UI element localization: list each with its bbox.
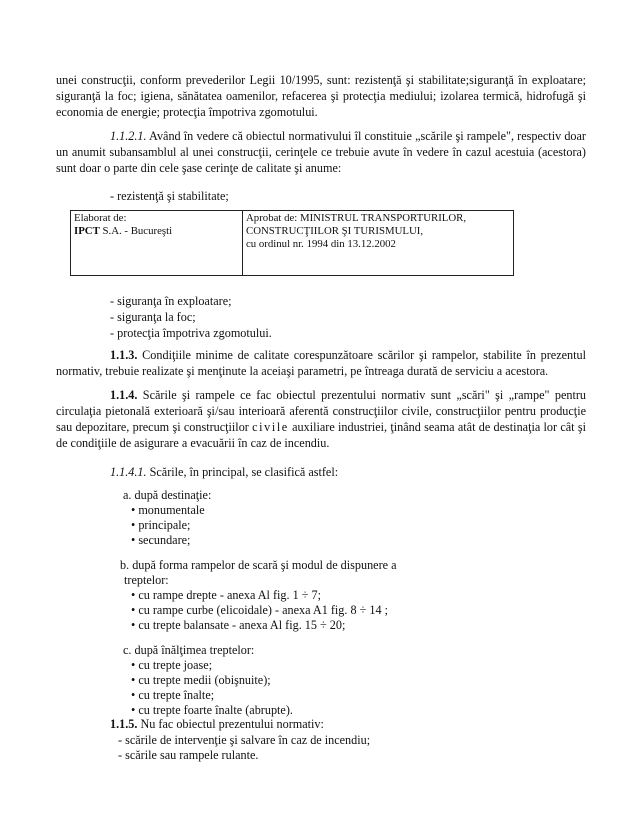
list-item: • cu trepte joase; (131, 658, 213, 672)
paragraph-1-1-4-1: 1.1.4.1. Scările, în principal, se clasifică astfel: (110, 465, 339, 479)
list-item: • cu rampe curbe (elicoidale) - anexa A1 fig. 8 ÷ 14 ; (131, 603, 388, 617)
elaborat-org: IPCT S.A. - Bucureşti (74, 225, 173, 237)
list-item: • cu trepte balansate - anexa Al fig. 15 ÷ 20; (131, 618, 346, 632)
requirement-item: - rezistenţă şi stabilitate; (110, 189, 229, 203)
list-item: - scările sau rampele rulante. (118, 748, 259, 762)
list-item: - scările de intervenţie şi salvare în caz de incendiu; (118, 733, 371, 747)
paragraph-text: Condiţiile minime de calitate corespunzătoare scărilor şi rampelor, stabilite în prezentul normativ, trebuie realizate şi menţinute la aceiaşi parametri, pe întreaga durată de serviciu a acestora. (56, 348, 586, 378)
paragraph-1-1-4: 1.1.4. Scările şi rampele ce fac obiectul prezentului normativ sunt „scări" şi „rampe" pentru circulaţia pietonală exterioară şi/sau interioară aferentă construcţiilor civile, construcţiilor pentru producţie sau depozitare, precum şi construcţiilor civile auxiliare industriei, ţinând seama atât de destinaţia lor cât şi de condiţiile de asigurare a evacuării în caz de incendiu. (56, 388, 586, 450)
classification-title: c. după înălţimea treptelor: (123, 643, 255, 657)
requirement-item: - protecţia împotriva zgomotului. (110, 326, 272, 340)
list-item: • cu trepte medii (obişnuite); (131, 673, 271, 687)
approval-box (70, 210, 514, 276)
list-item: • secundare; (131, 533, 191, 547)
paragraph-1-1-5: 1.1.5. Nu fac obiectul prezentului normativ: (110, 717, 324, 731)
aprobat-line: CONSTRUCŢIILOR ŞI TURISMULUI, (246, 225, 424, 237)
list-item: • principale; (131, 518, 191, 532)
list-item: • cu rampe drepte - anexa Al fig. 1 ÷ 7; (131, 588, 321, 602)
section-number: 1.1.4. (110, 388, 138, 402)
section-number: 1.1.2.1. (110, 129, 147, 143)
paragraph-requirements: unei construcţii, conform prevederilor Legii 10/1995, sunt: rezistenţă şi stabilitate;siguranţă în exploatare; siguranţă la foc; igiena, sănătatea oamenilor, refacerea şi protecţia mediului; izolarea termică, hidrofugă şi economia de energie; protecţia împotriva zgomotului. (56, 73, 586, 119)
requirement-item: - siguranţa în exploatare; (110, 294, 232, 308)
section-number: 1.1.4.1. (110, 465, 147, 479)
classification-title: b. după forma rampelor de scară şi modul de dispunere a (120, 558, 397, 572)
paragraph-1-1-2-1 (56, 128, 586, 176)
paragraph-text: Având în vedere că obiectul normativului îl constituie „scările şi rampele", respectiv doar un anumit subansamblul al unei construcţii, cerinţele ce trebuie avute în vedere în cazul acestuia (acestora) sunt doar o parte din cele şase cerinţe de calitate şi anume: (56, 129, 586, 175)
aprobat-cell (243, 211, 513, 275)
classification-title: treptelor: (124, 573, 169, 587)
aprobat-line: cu ordinul nr. 1994 din 13.12.2002 (246, 238, 396, 250)
requirement-item: - siguranţa la foc; (110, 310, 196, 324)
list-item: • monumentale (131, 503, 205, 517)
section-number: 1.1.5. (110, 717, 138, 731)
paragraph-1-1-3 (56, 347, 586, 379)
classification-title: a. după destinaţie: (123, 488, 212, 502)
elaborat-cell (71, 211, 243, 275)
aprobat-line: Aprobat de: MINISTRUL TRANSPORTURILOR, (246, 212, 467, 224)
list-item: • cu trepte înalte; (131, 688, 215, 702)
elaborat-label: Elaborat de: (74, 212, 127, 224)
section-number: 1.1.3. (110, 348, 138, 362)
list-item: • cu trepte foarte înalte (abrupte). (131, 703, 293, 717)
